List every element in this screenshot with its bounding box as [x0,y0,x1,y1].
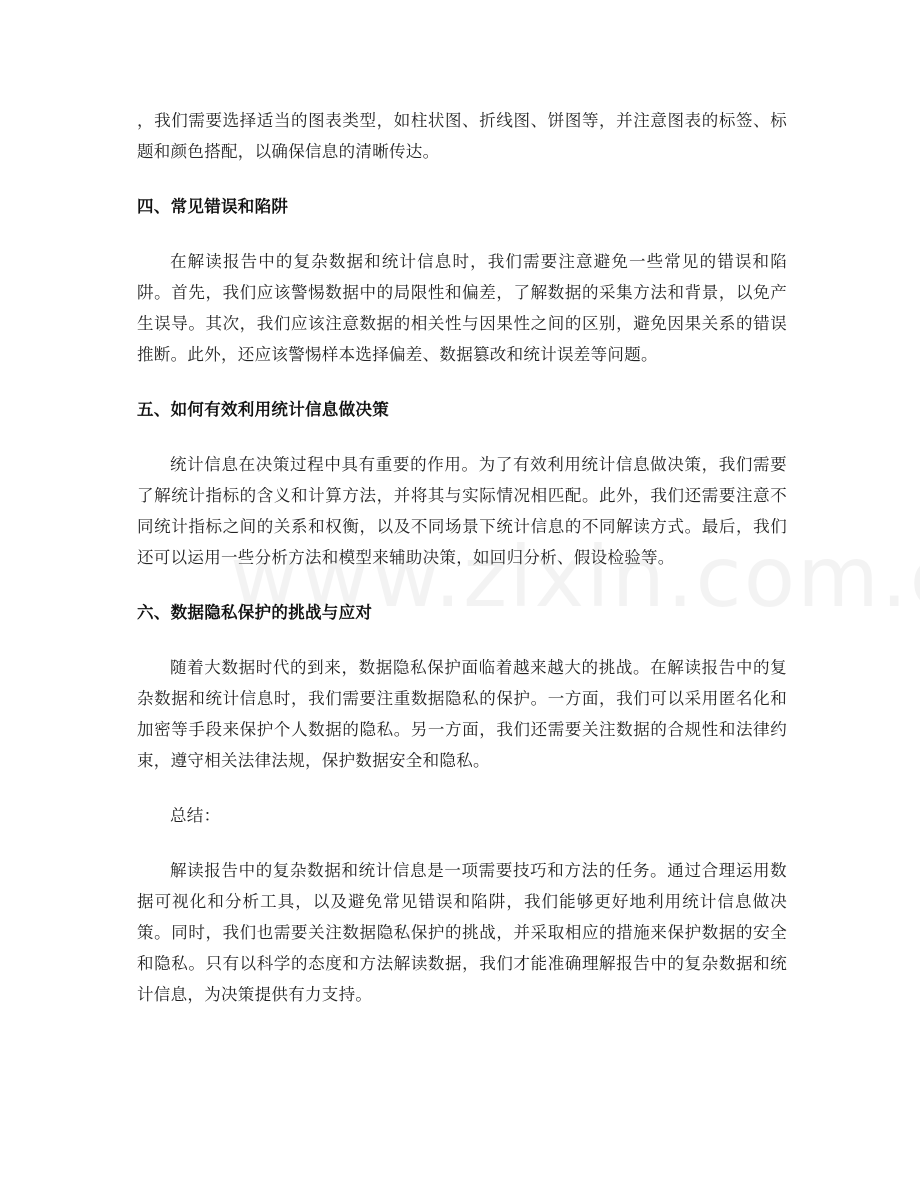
section-body-decisions: 统计信息在决策过程中具有重要的作用。为了有效利用统计信息做决策，我们需要了解统计指标的含义和计算方法，并将其与实际情况相匹配。此外，我们还需要注意不同统计指标之间的关系和权衡，以及不同场景下统计信息的不同解读方式。最后，我们还可以运用一些分析方法和模型来辅助决策，如回归分析、假设检验等。 [137,455,787,567]
section-heading-privacy: 六、数据隐私保护的挑战与应对 [137,603,373,622]
summary-body: 解读报告中的复杂数据和统计信息是一项需要技巧和方法的任务。通过合理运用数据可视化和分析工具，以及避免常见错误和陷阱，我们能够更好地利用统计信息做决策。同时，我们也需要关注数据隐私保护的挑战，并采取相应的措施来保护数据的安全和隐私。只有以科学的态度和方法解读数据，我们才能准确理解报告中的复杂数据和统计信息，为决策提供有力支持。 [137,861,787,1004]
section-heading-decisions: 五、如何有效利用统计信息做决策 [137,400,389,419]
section-body-errors: 在解读报告中的复杂数据和统计信息时，我们需要注意避免一些常见的错误和陷阱。首先，我们应该警惕数据中的局限性和偏差，了解数据的采集方法和背景，以免产生误导。其次，我们应该注意数据的相关性与因果性之间的区别，避免因果关系的错误推断。此外，还应该警惕样本选择偏差、数据篡改和统计误差等问题。 [137,252,787,364]
section-body-privacy: 随着大数据时代的到来，数据隐私保护面临着越来越大的挑战。在解读报告中的复杂数据和统计信息时，我们需要注重数据隐私的保护。一方面，我们可以采用匿名化和加密等手段来保护个人数据的隐私。另一方面，我们还需要关注数据的合规性和法律约束，遵守相关法律法规，保护数据安全和隐私。 [137,658,787,770]
document-body [137,105,787,1010]
section-heading-errors: 四、常见错误和陷阱 [137,197,289,216]
summary-label: 总结： [170,806,221,825]
intro-paragraph: ，我们需要选择适当的图表类型，如柱状图、折线图、饼图等，并注意图表的标签、标题和颜色搭配，以确保信息的清晰传达。 [137,111,787,161]
